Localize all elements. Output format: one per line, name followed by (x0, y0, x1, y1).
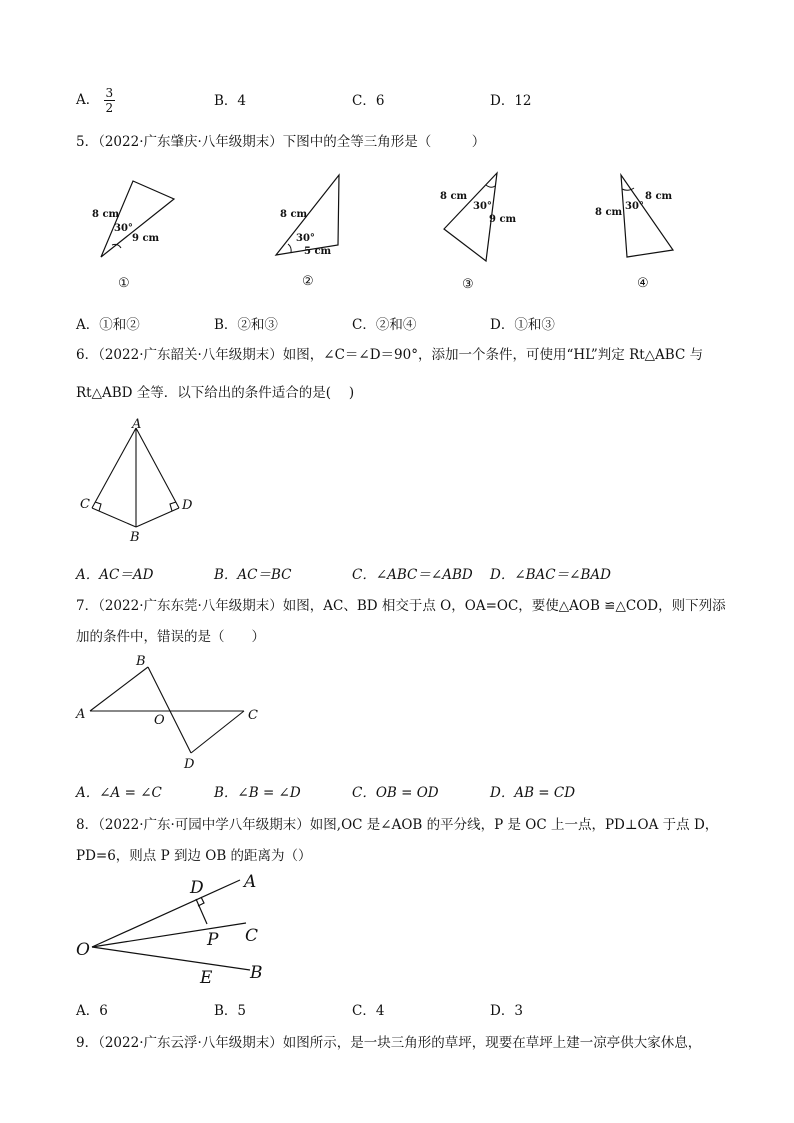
fig3-number: ③ (462, 277, 474, 292)
fig1-number: ① (118, 276, 130, 291)
q6-option-c: C．∠ABC＝∠ABD (352, 567, 473, 583)
fraction (104, 86, 116, 115)
fig2-side2-label: 5 cm (304, 246, 332, 257)
q7-option-d: D．AB = CD (490, 785, 576, 801)
fig3-side2-label: 9 cm (489, 214, 517, 225)
q5-option-b: B．②和③ (214, 317, 278, 333)
q6-stem-line1: 6．（2022·广东韶关·八年级期末）如图，∠C＝∠D＝90°，添加一个条件，可使用“HL”判定 Rt△ABC 与 (76, 347, 704, 363)
q6-stem-line2: Rt△ABD 全等．以下给出的条件适合的是( ) (76, 385, 355, 401)
q7-option-a: A．∠A = ∠C (76, 785, 162, 801)
fraction-numerator: 3 (105, 86, 114, 100)
fig3-side1-label: 8 cm (440, 191, 468, 202)
q6-figure (0, 415, 794, 550)
option-letter: D． (490, 93, 515, 109)
q8-option-a: A．6 (76, 1003, 108, 1019)
q5-figures (0, 165, 794, 295)
q5-option-c: C．②和④ (352, 317, 417, 333)
q8-stem-line2: PD=6，则点 P 到边 OB 的距离为（） (76, 848, 312, 864)
q8-figure (0, 870, 794, 990)
q7-option-b: B．∠B = ∠D (214, 785, 301, 801)
fig4-side2-label: 8 cm (645, 191, 673, 202)
q8-label-c: C (245, 926, 259, 946)
q6-option-b: B．AC＝BC (214, 567, 292, 583)
q6-option-a: A．AC＝AD (76, 567, 154, 583)
angle-arc-2 (288, 244, 291, 253)
q8-label-b: B (250, 963, 263, 983)
q9-stem-line1: 9．（2022·广东云浮·八年级期末）如图所示，是一块三角形的草坪，现要在草坪上建一凉亭供大家休息， (76, 1035, 702, 1051)
q8-label-o: O (76, 940, 90, 960)
q8-option-d: D．3 (490, 1003, 523, 1019)
fig4-side1-label: 8 cm (595, 207, 623, 218)
q7-label-o: O (154, 713, 165, 728)
q6-label-a: A (132, 417, 142, 432)
triangle-4 (621, 175, 673, 257)
fig2-number: ② (302, 274, 314, 289)
q8-option-c: C．4 (352, 1003, 385, 1019)
fig1-side1-label: 8 cm (92, 209, 120, 220)
q8-stem-line1: 8．（2022·广东·可园中学八年级期末）如图,OC 是∠AOB 的平分线，P 是 OC 上一点，PD⊥OA 于点 D， (76, 817, 719, 833)
q7-label-a: A (76, 707, 86, 722)
q8-label-e: E (200, 968, 213, 988)
option-text: 12 (514, 93, 532, 109)
option-text: 4 (237, 93, 247, 109)
q8-label-a: A (244, 872, 257, 892)
q6-label-d: D (182, 498, 193, 513)
q7-option-c: C．OB = OD (352, 785, 439, 801)
q7-label-b: B (136, 654, 146, 669)
option-letter: A． (76, 92, 100, 108)
q8-label-p: P (207, 930, 219, 950)
q6-option-d: D．∠BAC＝∠BAD (490, 567, 611, 583)
q6-label-b: B (130, 530, 140, 545)
q7-label-d: D (184, 757, 195, 772)
q4-option-c (352, 89, 384, 109)
q7-figure (0, 650, 794, 770)
fig3-angle-label: 30° (473, 201, 492, 212)
option-letter: B． (214, 93, 238, 109)
q5-option-a: A．①和② (76, 317, 140, 333)
q5-stem: 5．（2022·广东肇庆·八年级期末）下图中的全等三角形是（ ） (76, 134, 486, 150)
fig4-number: ④ (637, 276, 649, 291)
q5-option-d: D．①和③ (490, 317, 555, 333)
fraction-denominator: 2 (105, 101, 114, 115)
fig2-angle-label: 30° (296, 233, 315, 244)
q4-option-d (490, 89, 532, 109)
angle-arc-3 (486, 185, 495, 187)
q7-stem-line1: 7．（2022·广东东莞·八年级期末）如图，AC、BD 相交于点 O，OA=OC，要使△AOB ≌△COD，则下列添 (76, 598, 726, 614)
q4-option-a (76, 86, 115, 115)
fig2-side1-label: 8 cm (280, 209, 308, 220)
q4-option-b (214, 89, 246, 109)
q7-stem-line2: 加的条件中，错误的是（ ） (76, 629, 265, 645)
q7-label-c: C (248, 708, 258, 723)
q8-label-d: D (190, 878, 204, 898)
option-text: 6 (375, 93, 385, 109)
q6-label-c: C (80, 497, 90, 512)
q8-option-b: B．5 (214, 1003, 247, 1019)
option-letter: C． (352, 93, 376, 109)
fig1-angle-label: 30° (114, 223, 133, 234)
fig4-angle-label: 30° (625, 201, 644, 212)
fig1-side2-label: 9 cm (132, 233, 160, 244)
angle-arc-4 (622, 188, 634, 190)
